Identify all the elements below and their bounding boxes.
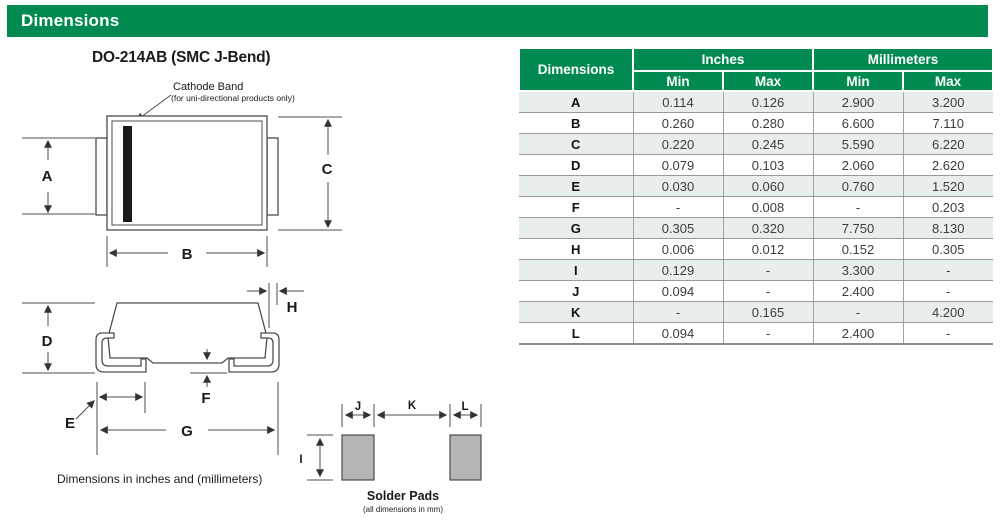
dim-label-D: D <box>41 333 53 350</box>
dim-label-F: F <box>201 390 211 407</box>
dim-cell: I <box>519 260 633 281</box>
cathode-band-note: (for uni-directional products only) <box>171 93 295 103</box>
dim-cell: F <box>519 197 633 218</box>
dim-cell: K <box>519 302 633 323</box>
header-inches-max: Max <box>723 71 813 91</box>
in-min-cell: 0.114 <box>633 91 723 113</box>
left-terminal <box>96 138 107 215</box>
in-min-cell: 0.305 <box>633 218 723 239</box>
table-row <box>519 134 993 155</box>
table-row <box>519 155 993 176</box>
in-max-cell: - <box>723 260 813 281</box>
dim-cell: G <box>519 218 633 239</box>
cathode-band-annotation <box>137 81 295 120</box>
mm-max-cell: - <box>903 323 993 345</box>
in-max-cell: 0.320 <box>723 218 813 239</box>
in-max-cell: 0.165 <box>723 302 813 323</box>
table-row <box>519 218 993 239</box>
solder-pads-view <box>299 400 481 514</box>
mm-max-cell: 4.200 <box>903 302 993 323</box>
mm-min-cell: 2.900 <box>813 91 903 113</box>
in-max-cell: - <box>723 323 813 345</box>
header-millimeters: Millimeters <box>813 48 993 71</box>
table-row <box>519 239 993 260</box>
mm-min-cell: 2.400 <box>813 323 903 345</box>
mm-min-cell: 0.152 <box>813 239 903 260</box>
in-min-cell: - <box>633 197 723 218</box>
mm-max-cell: 7.110 <box>903 113 993 134</box>
in-max-cell: 0.126 <box>723 91 813 113</box>
mm-max-cell: 1.520 <box>903 176 993 197</box>
table-row <box>519 197 993 218</box>
mm-max-cell: - <box>903 260 993 281</box>
solder-pads-title: Solder Pads <box>366 489 440 503</box>
mm-max-cell: 0.203 <box>903 197 993 218</box>
cathode-band-label: Cathode Band <box>173 81 244 93</box>
dimensions-table <box>518 47 994 345</box>
in-max-cell: 0.103 <box>723 155 813 176</box>
table-row <box>519 323 993 345</box>
mm-min-cell: 2.060 <box>813 155 903 176</box>
mm-max-cell: 3.200 <box>903 91 993 113</box>
table-row <box>519 281 993 302</box>
mm-min-cell: - <box>813 197 903 218</box>
in-min-cell: 0.030 <box>633 176 723 197</box>
dim-label-K: K <box>407 400 417 412</box>
in-max-cell: 0.280 <box>723 113 813 134</box>
mm-max-cell: 0.305 <box>903 239 993 260</box>
dim-cell: L <box>519 323 633 345</box>
in-min-cell: 0.129 <box>633 260 723 281</box>
side-view <box>22 283 304 455</box>
header-inches: Inches <box>633 48 813 71</box>
mm-max-cell: - <box>903 281 993 302</box>
dim-cell: A <box>519 91 633 113</box>
in-min-cell: - <box>633 302 723 323</box>
cathode-band <box>123 126 132 222</box>
dim-label-E: E <box>64 415 76 432</box>
mm-min-cell: 5.590 <box>813 134 903 155</box>
in-min-cell: 0.094 <box>633 281 723 302</box>
mm-max-cell: 8.130 <box>903 218 993 239</box>
table-row <box>519 91 993 113</box>
dim-label-G: G <box>181 423 193 440</box>
in-min-cell: 0.260 <box>633 113 723 134</box>
dim-cell: J <box>519 281 633 302</box>
dim-label-L: L <box>461 401 469 413</box>
solder-pads-note: (all dimensions in mm) <box>362 505 444 514</box>
table-row <box>519 302 993 323</box>
table-row <box>519 260 993 281</box>
in-max-cell: 0.008 <box>723 197 813 218</box>
in-max-cell: 0.012 <box>723 239 813 260</box>
package-title: DO-214AB (SMC J-Bend) <box>92 49 271 66</box>
top-view <box>22 116 342 267</box>
in-max-cell: 0.245 <box>723 134 813 155</box>
mm-min-cell: 3.300 <box>813 260 903 281</box>
table-row <box>519 176 993 197</box>
header-inches-min: Min <box>633 71 723 91</box>
table-row <box>519 113 993 134</box>
header-mm-max: Max <box>903 71 993 91</box>
dim-cell: E <box>519 176 633 197</box>
in-max-cell: 0.060 <box>723 176 813 197</box>
mm-min-cell: 0.760 <box>813 176 903 197</box>
mm-max-cell: 6.220 <box>903 134 993 155</box>
in-min-cell: 0.079 <box>633 155 723 176</box>
dimensions-table-container <box>518 47 994 345</box>
mm-min-cell: - <box>813 302 903 323</box>
in-min-cell: 0.006 <box>633 239 723 260</box>
right-solder-pad <box>450 435 481 480</box>
mm-min-cell: 7.750 <box>813 218 903 239</box>
dim-label-B: B <box>181 246 193 263</box>
dim-label-J: J <box>354 401 362 413</box>
dim-cell: D <box>519 155 633 176</box>
dim-label-H: H <box>286 299 298 316</box>
in-max-cell: - <box>723 281 813 302</box>
units-note: Dimensions in inches and (millimeters) <box>57 472 263 486</box>
section-title: Dimensions <box>21 11 120 30</box>
header-mm-min: Min <box>813 71 903 91</box>
dim-cell: C <box>519 134 633 155</box>
right-terminal <box>267 138 278 215</box>
mm-min-cell: 2.400 <box>813 281 903 302</box>
left-solder-pad <box>342 435 374 480</box>
dim-cell: B <box>519 113 633 134</box>
table-header-groups <box>519 48 993 71</box>
in-min-cell: 0.094 <box>633 323 723 345</box>
in-min-cell: 0.220 <box>633 134 723 155</box>
dim-cell: H <box>519 239 633 260</box>
dim-label-I: I <box>299 454 303 466</box>
dim-label-C: C <box>321 161 333 178</box>
side-body <box>108 303 267 363</box>
dim-label-A: A <box>41 168 53 185</box>
header-dimensions: Dimensions <box>519 48 633 91</box>
mm-min-cell: 6.600 <box>813 113 903 134</box>
mm-max-cell: 2.620 <box>903 155 993 176</box>
